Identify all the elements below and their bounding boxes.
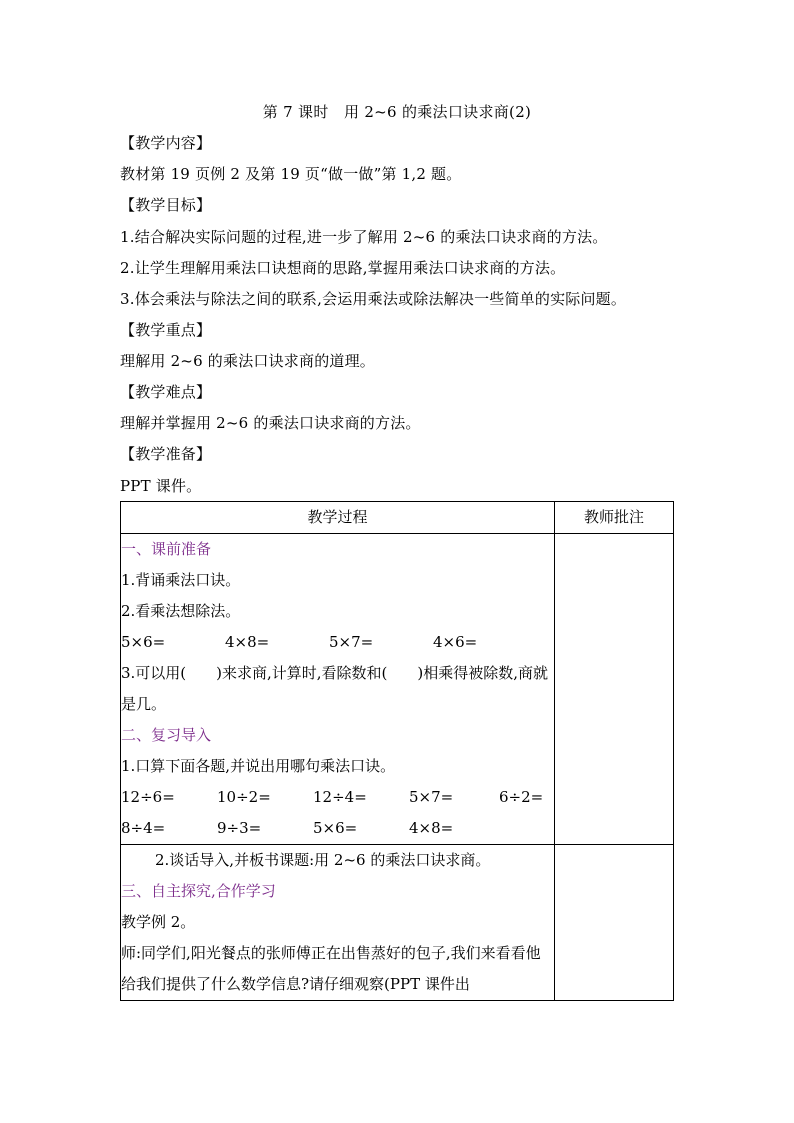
goal-item-1: 1.结合解决实际问题的过程,进一步了解用 2~6 的乘法口诀求商的方法。 <box>120 228 608 246</box>
expr: 8÷4= <box>121 819 166 837</box>
notes-cell-2 <box>555 845 674 1001</box>
part1-title: 一、课前准备 <box>121 540 212 558</box>
expr: 6÷2= <box>499 788 544 806</box>
part2-expr-row-1 <box>121 782 554 813</box>
part1-item-3: 3.可以用( )来求商,计算时,看除数和( )相乘得被除数,商就是几。 <box>121 664 549 713</box>
process-cell-2 <box>121 845 555 1001</box>
expr: 10÷2= <box>217 788 271 806</box>
expr: 5×7= <box>409 788 454 806</box>
part3-item-1: 教学例 2。 <box>121 913 196 931</box>
expr: 12÷6= <box>121 788 175 806</box>
difficulty-text: 理解并掌握用 2~6 的乘法口诀求商的方法。 <box>120 414 421 432</box>
part1-item-2: 2.看乘法想除法。 <box>121 602 241 620</box>
part1-expr-row <box>121 627 554 658</box>
part1-item-1: 1.背诵乘法口诀。 <box>121 571 241 589</box>
expr: 9÷3= <box>217 819 262 837</box>
process-cell-1 <box>121 534 555 845</box>
focus-text: 理解用 2~6 的乘法口诀求商的道理。 <box>120 352 375 370</box>
expr: 5×6= <box>121 633 166 651</box>
col-header-notes: 教师批注 <box>555 502 674 534</box>
content-heading: 【教学内容】 <box>120 134 212 152</box>
part2-item-2: 2.谈话导入,并板书课题:用 2~6 的乘法口诀求商。 <box>155 851 491 869</box>
prep-heading: 【教学准备】 <box>120 445 212 463</box>
teaching-process-table <box>120 501 674 1001</box>
expr: 4×8= <box>409 819 454 837</box>
expr: 5×6= <box>313 819 358 837</box>
focus-heading: 【教学重点】 <box>120 321 212 339</box>
expr: 12÷4= <box>313 788 367 806</box>
part3-title: 三、自主探究,合作学习 <box>121 882 276 900</box>
lesson-title: 第 7 课时 用 2~6 的乘法口诀求商(2) <box>262 103 532 121</box>
prep-text: PPT 课件。 <box>120 477 202 495</box>
notes-cell-1 <box>555 534 674 845</box>
col-header-process: 教学过程 <box>121 502 555 534</box>
content-text: 教材第 19 页例 2 及第 19 页“做一做”第 1,2 题。 <box>120 165 462 183</box>
difficulty-heading: 【教学难点】 <box>120 383 212 401</box>
expr: 5×7= <box>329 633 374 651</box>
goal-item-2: 2.让学生理解用乘法口诀想商的思路,掌握用乘法口诀求商的方法。 <box>120 259 566 277</box>
part2-title: 二、复习导入 <box>121 726 212 744</box>
goals-heading: 【教学目标】 <box>120 196 212 214</box>
goal-item-3: 3.体会乘法与除法之间的联系,会运用乘法或除法解决一些简单的实际问题。 <box>120 290 627 308</box>
part2-expr-row-2 <box>121 813 554 844</box>
part2-item-1: 1.口算下面各题,并说出用哪句乘法口诀。 <box>121 757 396 775</box>
expr: 4×6= <box>433 633 478 651</box>
part3-item-2: 师:同学们,阳光餐点的张师傅正在出售蒸好的包子,我们来看看他给我们提供了什么数学信息?请仔细观察(PPT 课件出 <box>121 944 541 993</box>
expr: 4×8= <box>225 633 270 651</box>
